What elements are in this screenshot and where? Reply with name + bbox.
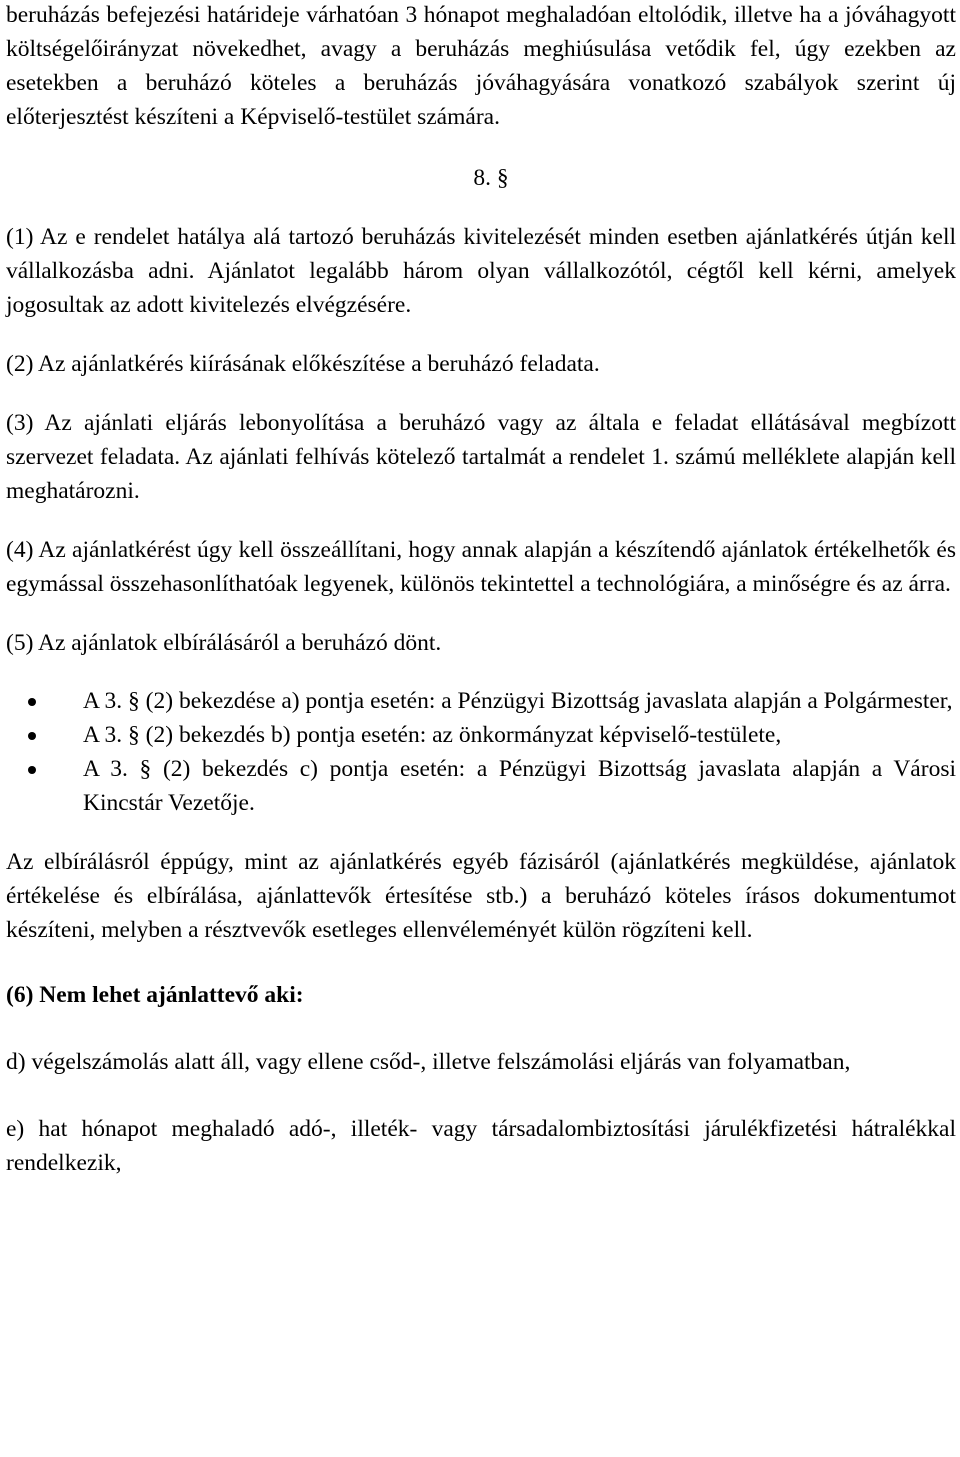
paragraph-5: (5) Az ajánlatok elbírálásáról a beruházó dönt.: [6, 630, 442, 656]
list-item-text: A 3. § (2) bekezdése a) pontja esetén: a Pénzügyi Bizottság javaslata alapján a Polgármester,: [83, 688, 953, 714]
list-item: [6, 718, 956, 752]
list-item: [6, 752, 956, 820]
list-item-text: A 3. § (2) bekezdés b) pontja esetén: az önkormányzat képviselő-testülete,: [83, 722, 782, 748]
document-page: [6, 0, 956, 1180]
paragraph-3: (3) Az ajánlati eljárás lebonyolítása a beruházó vagy az általa e feladat ellátásával megbízott szervezet feladata. Az ajánlati felhívás kötelező tartalmát a rendelet 1. számú melléklete alapján kell meghatározni.: [6, 410, 956, 504]
paragraph-2: (2) Az ajánlatkérés kiírásának előkészítése a beruházó feladata.: [6, 351, 600, 377]
paragraph-6: Az elbírálásról éppúgy, mint az ajánlatkérés egyéb fázisáról (ajánlatkérés megküldése, ajánlatok értékelése és elbírálása, ajánlattevők értesítése stb.) a beruházó köteles írásos dokumentumot készíteni, melyben a résztvevők esetleges ellenvéleményét külön rögzíteni kell.: [6, 849, 956, 943]
paragraph-continuation: beruházás befejezési határideje várhatóan 3 hónapot meghaladóan eltolódik, illetve ha a jóváhagyott költségelőirányzat növekedhet, avagy a beruházás meghiúsulása vetődik fel, úgy ezekben az esetekben a beruházó köteles a beruházás jóváhagyására vonatkozó szabályok szerint új előterjesztést készíteni a Képviselő-testület számára.: [6, 2, 956, 130]
paragraph-4: (4) Az ajánlatkérést úgy kell összeállítani, hogy annak alapján a készítendő ajánlatok értékelhetők és egymással összehasonlíthatóak legyenek, különös tekintettel a technológiára, a minőségre és az árra.: [6, 537, 956, 597]
decision-list: [6, 684, 956, 820]
section-heading: 8. §: [473, 165, 509, 191]
list-item: [6, 684, 956, 718]
bullet-icon: [28, 766, 36, 774]
paragraph-d: d) végelszámolás alatt áll, vagy ellene csőd-, illetve felszámolási eljárás van folyamatban,: [6, 1049, 851, 1075]
list-item-text: A 3. § (2) bekezdés c) pontja esetén: a Pénzügyi Bizottság javaslata alapján a Városi Kincstár Vezetője.: [83, 756, 956, 816]
paragraph-heading-6: (6) Nem lehet ajánlattevő aki:: [6, 982, 304, 1008]
bullet-icon: [28, 732, 36, 740]
paragraph-e: e) hat hónapot meghaladó adó-, illeték- vagy társadalombiztosítási járulékfizetési hátralékkal rendelkezik,: [6, 1116, 956, 1176]
paragraph-1: (1) Az e rendelet hatálya alá tartozó beruházás kivitelezését minden esetben ajánlatkérés útján kell vállalkozásba adni. Ajánlatot legalább három olyan vállalkozótól, cégtől kell kérni, amelyek jogosultak az adott kivitelezés elvégzésére.: [6, 224, 956, 318]
bullet-icon: [28, 698, 36, 706]
